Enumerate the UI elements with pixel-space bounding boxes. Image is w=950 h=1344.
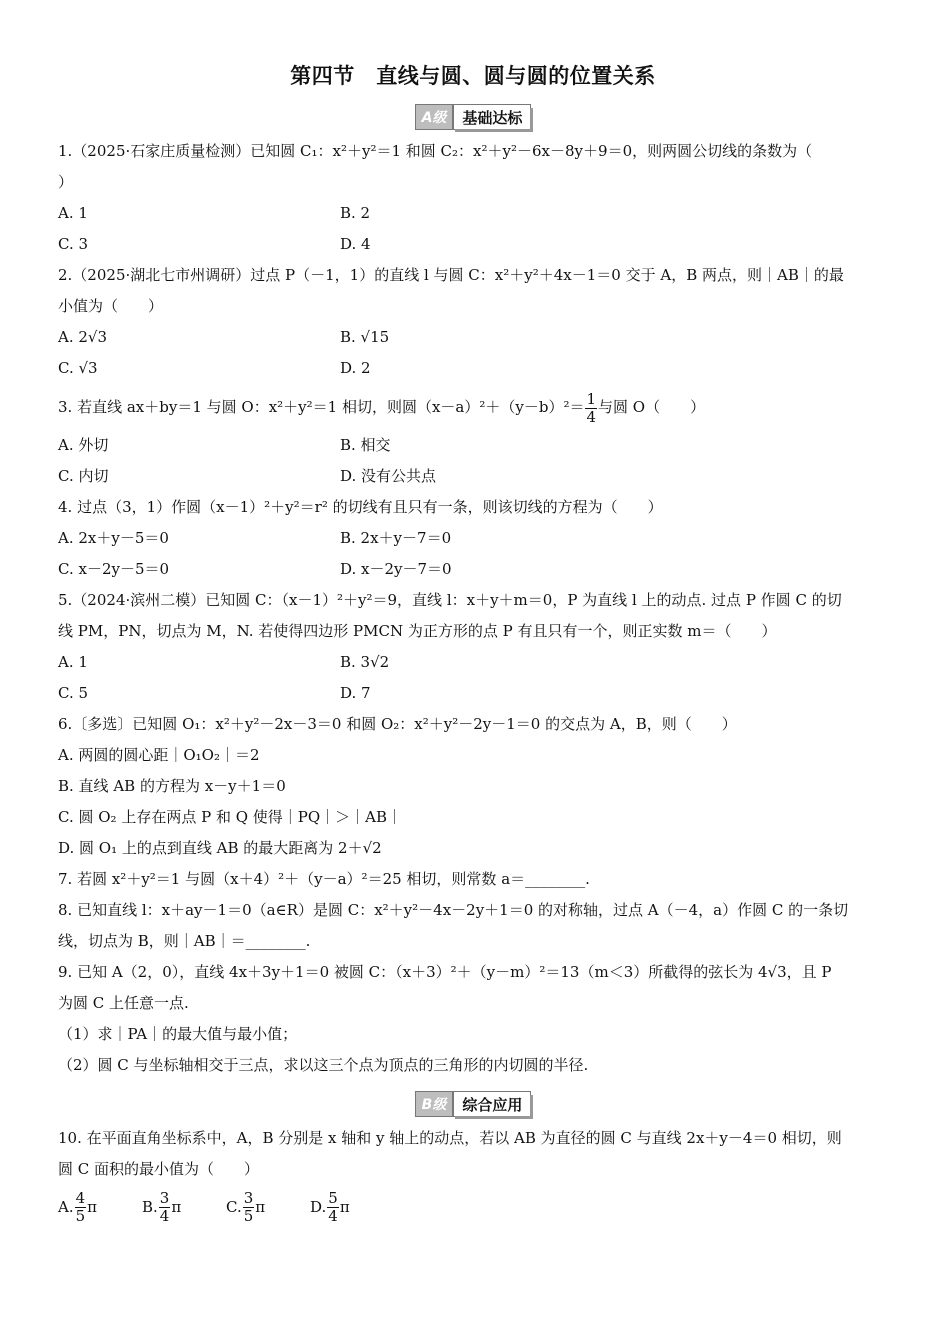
question-2-option-a: A. 2√3	[58, 328, 108, 346]
question-10-option-d-label: D.	[310, 1198, 327, 1216]
question-3-stem-after: 与圆 O（ ）	[598, 398, 706, 416]
question-2-option-b: B. √15	[340, 328, 390, 346]
question-6-option-c: C. 圆 O₂ 上存在两点 P 和 Q 使得｜PQ｜＞｜AB｜	[58, 808, 403, 826]
question-10-option-b-fraction	[159, 1190, 171, 1225]
question-4-options-row-2	[58, 554, 888, 585]
question-2	[58, 260, 888, 384]
question-9	[58, 957, 888, 1081]
question-4-stem-line-1: 4. 过点（3，1）作圆（x－1）²＋y²＝r² 的切线有且只有一条，则该切线的方程为（ ）	[58, 498, 663, 516]
question-10-option-a-denominator: 5	[75, 1206, 86, 1225]
exam-page	[58, 60, 888, 1229]
section-a-level: A级	[416, 105, 453, 129]
question-3-option-c: C. 内切	[58, 467, 109, 485]
question-4-option-c: C. x－2y－5＝0	[58, 560, 170, 578]
question-10-option-b-unit: π	[171, 1198, 182, 1216]
question-1-options-row-2	[58, 229, 888, 260]
section-b-name: 综合应用	[452, 1092, 530, 1116]
question-1-option-c: C. 3	[58, 235, 89, 253]
question-10-options-row	[58, 1185, 888, 1229]
question-5-option-b: B. 3√2	[340, 653, 390, 671]
page-title: 第四节 直线与圆、圆与圆的位置关系	[290, 64, 656, 88]
question-4-option-b: B. 2x＋y－7＝0	[340, 529, 452, 547]
question-1-option-a: A. 1	[58, 204, 88, 222]
question-6	[58, 709, 888, 864]
question-10-stem-line-1: 10. 在平面直角坐标系中，A，B 分别是 x 轴和 y 轴上的动点，若以 AB 为直径的圆 C 与直线 2x＋y－4＝0 相切，则	[58, 1129, 842, 1147]
question-10	[58, 1123, 888, 1229]
question-10-option-d-numerator: 5	[328, 1188, 338, 1207]
question-5-stem-line-1: 5.（2024·滨州二模）已知圆 C：（x－1）²＋y²＝9，直线 l：x＋y＋m＝0，P 为直线 l 上的动点. 过点 P 作圆 C 的切	[58, 591, 842, 609]
question-8-stem-line-2: 线，切点为 B，则｜AB｜＝________.	[58, 932, 311, 950]
question-6-option-b: B. 直线 AB 的方程为 x－y＋1＝0	[58, 777, 286, 795]
question-5-option-d: D. 7	[340, 684, 371, 702]
section-b-header	[58, 1091, 888, 1117]
question-10-option-b-numerator: 3	[159, 1188, 170, 1207]
question-7	[58, 864, 888, 895]
question-10-option-c-numerator: 3	[243, 1188, 254, 1207]
section-a-badge	[415, 104, 532, 130]
question-9-sub-1: （1）求｜PA｜的最大值与最小值；	[58, 1025, 298, 1043]
question-5	[58, 585, 888, 709]
question-10-option-b-label: B.	[142, 1198, 158, 1216]
question-2-options-row-2	[58, 353, 888, 384]
question-2-option-d: D. 2	[340, 359, 371, 377]
question-2-stem-line-1: 2.（2025·湖北七市州调研）过点 P（－1，1）的直线 l 与圆 C：x²＋y²＋4x－1＝0 交于 A，B 两点，则｜AB｜的最	[58, 266, 844, 284]
question-10-option-c-fraction	[243, 1190, 255, 1225]
question-10-option-b-denominator: 4	[159, 1206, 170, 1225]
question-10-option-a-label: A.	[58, 1198, 74, 1216]
section-b-badge	[415, 1091, 532, 1117]
question-10-option-a-fraction	[75, 1190, 87, 1225]
section-b-level: B级	[416, 1092, 453, 1116]
question-3-fraction-denominator: 4	[586, 407, 597, 426]
question-10-option-c-denominator: 5	[243, 1206, 254, 1225]
section-a-header	[58, 104, 888, 130]
question-3	[58, 384, 888, 492]
question-3-options-row-2	[58, 461, 888, 492]
section-gap	[58, 1081, 888, 1091]
question-4-options-row-1	[58, 523, 888, 554]
question-6-option-d: D. 圆 O₁ 上的点到直线 AB 的最大距离为 2＋√2	[58, 839, 382, 857]
question-2-option-c: C. √3	[58, 359, 98, 377]
question-2-options-row-1	[58, 322, 888, 353]
question-2-stem-line-2: 小值为（ ）	[58, 297, 164, 315]
question-10-option-a-numerator: 4	[75, 1188, 86, 1207]
question-10-option-d	[310, 1190, 394, 1225]
question-7-stem-line-1: 7. 若圆 x²＋y²＝1 与圆（x＋4）²＋（y－a）²＝25 相切，则常数 a＝________.	[58, 870, 590, 888]
question-10-stem-line-2: 圆 C 面积的最小值为（ ）	[58, 1160, 260, 1178]
question-9-stem-line-2: 为圆 C 上任意一点.	[58, 994, 189, 1012]
question-3-options-row-1	[58, 430, 888, 461]
question-1-option-d: D. 4	[340, 235, 371, 253]
question-3-fraction-numerator: 1	[586, 389, 597, 408]
question-9-stem-line-1: 9. 已知 A（2，0），直线 4x＋3y＋1＝0 被圆 C：（x＋3）²＋（y－m）²＝13（m＜3）所截得的弦长为 4√3，且 P	[58, 963, 832, 981]
question-10-option-c	[226, 1190, 310, 1225]
question-3-fraction	[585, 391, 597, 426]
question-4-option-d: D. x－2y－7＝0	[340, 560, 452, 578]
question-1-stem-line-2: ）	[58, 173, 74, 191]
question-5-options-row-1	[58, 647, 888, 678]
question-1-option-b: B. 2	[340, 204, 371, 222]
question-5-option-a: A. 1	[58, 653, 88, 671]
question-10-option-c-label: C.	[226, 1198, 242, 1216]
question-10-option-d-denominator: 4	[328, 1206, 338, 1225]
question-10-option-a-unit: π	[87, 1198, 98, 1216]
question-3-option-a: A. 外切	[58, 436, 109, 454]
question-6-option-a: A. 两圆的圆心距｜O₁O₂｜＝2	[58, 746, 260, 764]
question-10-option-c-unit: π	[255, 1198, 266, 1216]
question-1-stem-line-1: 1.（2025·石家庄质量检测）已知圆 C₁：x²＋y²＝1 和圆 C₂：x²＋y²－6x－8y＋9＝0，则两圆公切线的条数为（	[58, 142, 813, 160]
question-3-stem	[58, 384, 888, 430]
question-8	[58, 895, 888, 957]
question-10-option-b	[142, 1190, 226, 1225]
question-10-option-d-fraction	[327, 1190, 339, 1225]
question-10-option-d-unit: π	[339, 1198, 350, 1216]
question-3-stem-before: 3. 若直线 ax＋by＝1 与圆 O：x²＋y²＝1 相切，则圆（x－a）²＋（y－b）²＝	[58, 398, 585, 416]
question-5-stem-line-2: 线 PM，PN，切点为 M，N. 若使得四边形 PMCN 为正方形的点 P 有且只有一个，则正实数 m＝（ ）	[58, 622, 777, 640]
question-8-stem-line-1: 8. 已知直线 l：x＋ay－1＝0（a∈R）是圆 C：x²＋y²－4x－2y＋1＝0 的对称轴，过点 A（－4，a）作圆 C 的一条切	[58, 901, 849, 919]
question-4-option-a: A. 2x＋y－5＝0	[58, 529, 169, 547]
question-5-options-row-2	[58, 678, 888, 709]
question-10-option-a	[58, 1190, 142, 1225]
question-1	[58, 136, 888, 260]
question-5-option-c: C. 5	[58, 684, 89, 702]
question-1-options-row-1	[58, 198, 888, 229]
question-3-option-b: B. 相交	[340, 436, 391, 454]
question-3-option-d: D. 没有公共点	[340, 467, 437, 485]
question-9-sub-2: （2）圆 C 与坐标轴相交于三点，求以这三个点为顶点的三角形的内切圆的半径.	[58, 1056, 589, 1074]
question-4	[58, 492, 888, 585]
question-6-stem-line-1: 6.〔多选〕已知圆 O₁：x²＋y²－2x－3＝0 和圆 O₂：x²＋y²－2y－1＝0 的交点为 A，B，则（ ）	[58, 715, 737, 733]
section-a-name: 基础达标	[452, 105, 530, 129]
